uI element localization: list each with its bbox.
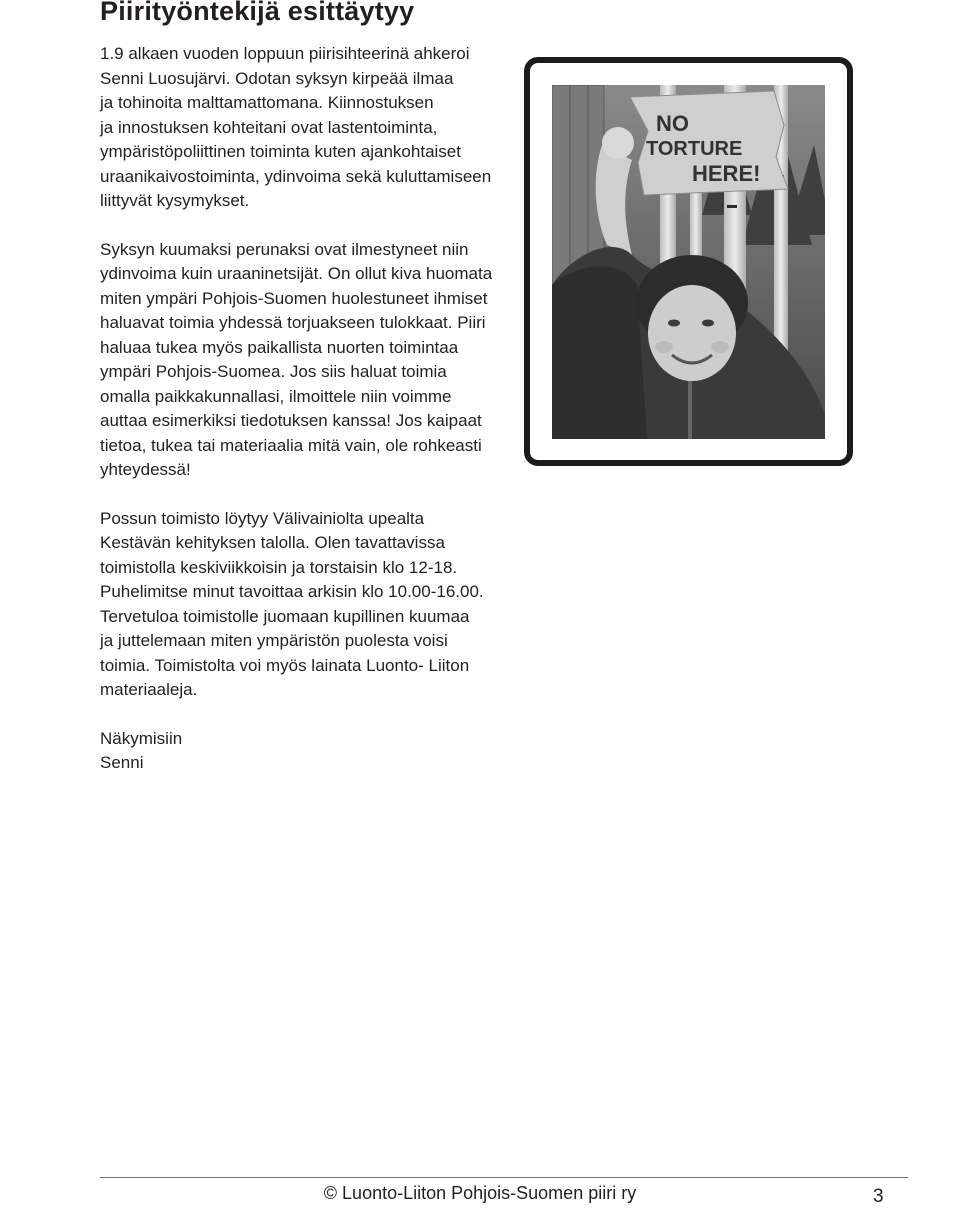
portrait-photo	[552, 85, 825, 439]
photo-frame	[524, 57, 853, 466]
footer-copyright: © Luonto-Liiton Pohjois-Suomen piiri ry	[323, 1183, 637, 1203]
page-number: 3	[873, 1186, 884, 1207]
article-body	[100, 42, 500, 776]
paragraph-office: Possun toimisto löytyy Välivainiolta upealta Kestävän kehityksen talolla. Olen tavattavissa toimistolla keskiviikkoisin ja torstaisin klo 12-18. Puhelimitse minut tavoittaa arkisin klo 10.00-16.00. Tervetuloa toimistolle juomaan kupillinen kuumaa ja juttelemaan miten ympäristön puolesta voisi toimia. Toimistolta voi myös lainata Luonto- Liiton materiaaleja.	[100, 508, 484, 699]
portrait-illustration	[552, 85, 825, 439]
paragraph-signoff: Näkymisiin Senni	[100, 728, 183, 772]
paragraph-autumn: Syksyn kuumaksi perunaksi ovat ilmestyneet niin ydinvoima kuin uraaninetsijät. On ollut kiva huomata miten ympäri Pohjois-Suomen huolestuneet ihmiset haluavat toimia yhdessä torjuakseen tulokkaat. Piiri haluaa tukea myös paikallista nuorten toimintaa ympäri Pohjois-Suomea. Jos siis haluat toimia omalla paikkakunnallasi, ilmoittele niin voimme auttaa esimerkiksi tiedotuksen kanssa! Jos kaipaat tietoa, tukea tai materiaalia mitä vain, ole rohkeasti yhteydessä!	[100, 239, 493, 479]
footer-divider	[100, 1177, 908, 1178]
sign-line-2: TORTURE	[646, 138, 743, 160]
paragraph-intro: 1.9 alkaen vuoden loppuun piirisihteerinä ahkeroi Senni Luosujärvi. Odotan syksyn kirpeää ilmaa ja tohinoita malttamattomana. Kiinnostuksen ja innostuksen kohteitani ovat lastentoiminta, ympäristöpoliittinen toiminta kuten ajankohtaiset uraanikaivostoiminta, ydinvoima sekä kuluttamiseen liittyvät kysymykset.	[100, 44, 492, 210]
sign-line-1: NO	[656, 111, 689, 136]
sign-line-3: HERE!	[692, 161, 761, 186]
article-title: Piirityöntekijä esittäytyy	[100, 0, 415, 26]
